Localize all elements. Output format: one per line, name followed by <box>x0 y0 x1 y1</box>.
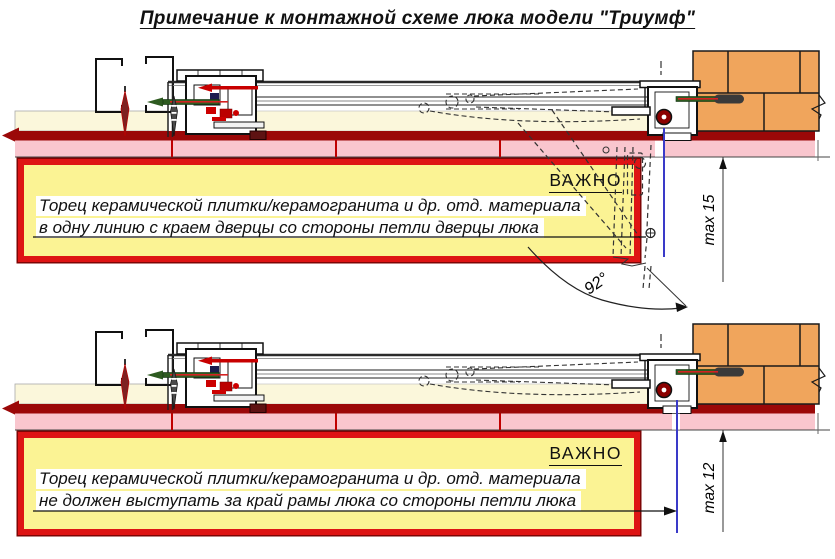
warning-text-line2-highlight: не должен выступать за край рамы люка со стороны петли люка <box>36 491 581 511</box>
dimension-max-15 <box>701 140 818 282</box>
tile-edge-gap <box>655 141 664 157</box>
door-edge-pin <box>646 228 656 238</box>
dimension-label: max 12 <box>701 462 718 514</box>
dimension-max-12 <box>701 413 818 532</box>
tile-edge-gap <box>672 414 680 430</box>
warning-text-line2 <box>36 491 581 511</box>
warning-text-line1-highlight: Торец керамической плитки/керамогранита и др. отд. материала <box>36 469 586 489</box>
pivot-mark <box>603 147 609 153</box>
warning-text-line1 <box>36 469 586 489</box>
warning-text-line2-highlight: в одну линию с краем дверцы со стороны петли дверцы люка <box>36 218 544 238</box>
page-title: Примечание к монтажной схеме люка модели "Триумф" <box>139 8 696 29</box>
dimension-label: max 15 <box>701 194 718 246</box>
warning-text-line1-highlight: Торец керамической плитки/керамогранита и др. отд. материала <box>36 196 586 216</box>
warning-text-line2 <box>36 218 544 238</box>
warning-heading: ВАЖНО <box>549 443 622 466</box>
warning-box-open-position <box>18 159 640 262</box>
warning-box-closed-position <box>18 432 640 535</box>
angle-label: 92° <box>580 269 612 299</box>
warning-text-line1 <box>36 196 586 216</box>
warning-heading: ВАЖНО <box>549 170 622 193</box>
